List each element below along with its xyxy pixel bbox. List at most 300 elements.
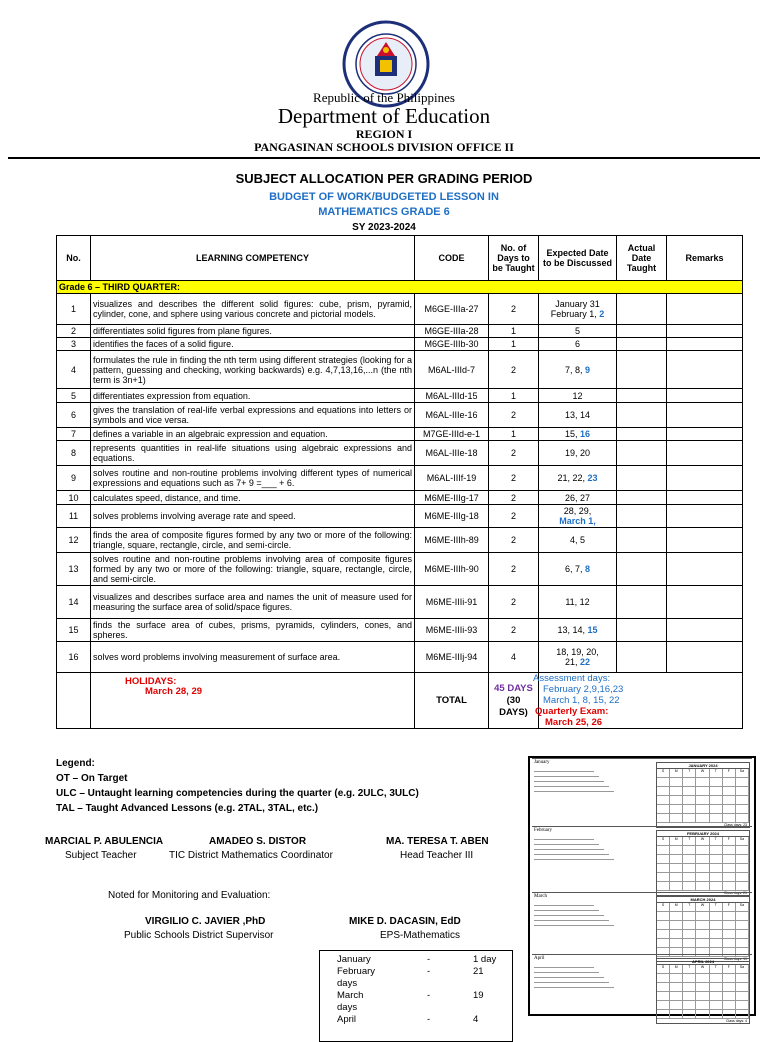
row-date: 5 [574, 326, 580, 336]
row-remarks [667, 389, 743, 403]
calendar-day-cell [683, 992, 696, 1001]
calendar-day-cell [670, 912, 683, 921]
class-days-value: 19 [473, 990, 484, 1001]
subtitle-1: BUDGET OF WORK/BUDGETED LESSON IN [269, 191, 499, 203]
calendar-weekday: F [723, 965, 736, 974]
row-expected-date [539, 586, 617, 619]
table-row [57, 528, 743, 553]
row-number: 15 [57, 619, 91, 642]
table-row [57, 351, 743, 389]
calendar-note-line [534, 786, 609, 787]
calendar-day-cell [723, 912, 736, 921]
calendar-day-cell [723, 992, 736, 1001]
row-actual-date [617, 441, 667, 466]
header-days: No. of Days to be Taught [489, 236, 539, 281]
calendar-weekday: T [683, 903, 696, 912]
calendar-day-cell [657, 796, 670, 805]
header-no: No. [57, 236, 91, 281]
calendar-note-line [534, 859, 614, 860]
quarterly-label: Quarterly Exam: [535, 706, 609, 717]
row-number: 10 [57, 491, 91, 505]
calendar-day-cell [670, 846, 683, 855]
table-row [57, 619, 743, 642]
class-days-month: January [337, 954, 371, 965]
row-days: 2 [489, 351, 539, 389]
calendar-day-cell [736, 873, 749, 882]
signatory-2-name: AMADEO S. DISTOR [209, 836, 307, 847]
calendar-day-cell [696, 796, 709, 805]
calendar-weekday: Sa [736, 965, 749, 974]
calendar-day-cell [710, 787, 723, 796]
calendar-note-line [534, 839, 594, 840]
calendar-day-cell [696, 778, 709, 787]
class-days-row [337, 1002, 507, 1014]
row-number: 6 [57, 403, 91, 428]
calendar-day-cell [696, 983, 709, 992]
calendar-weekday: F [723, 769, 736, 778]
calendar-day-cell [736, 974, 749, 983]
row-competency: finds the surface area of cubes, prisms, pyramids, cylinders, cones, and spheres. [91, 619, 415, 642]
row-actual-date [617, 553, 667, 586]
division-line: PANGASINAN SCHOOLS DIVISION OFFICE II [254, 140, 514, 154]
calendar-day-cell [657, 921, 670, 930]
calendar-weekday: Sa [736, 769, 749, 778]
calendar-day-cell [710, 992, 723, 1001]
row-expected-date [539, 553, 617, 586]
calendar-day-cell [657, 983, 670, 992]
calendar-day-cell [657, 1010, 670, 1019]
row-number: 2 [57, 325, 91, 338]
calendar-weekday: T [710, 903, 723, 912]
calendar-month-grid [656, 762, 750, 828]
calendar-day-cell [670, 873, 683, 882]
legend-ulc: ULC – Untaught learning competencies during the quarter (e.g. 2ULC, 3ULC) [56, 788, 419, 799]
calendar-note-line [534, 967, 594, 968]
row-number: 4 [57, 351, 91, 389]
calendar-day-cell [696, 1010, 709, 1019]
calendar-note-line [534, 987, 614, 988]
calendar-day-cell [683, 912, 696, 921]
calendar-day-cell [710, 939, 723, 948]
calendar-day-cell [670, 930, 683, 939]
subtitle-2: MATHEMATICS GRADE 6 [318, 206, 450, 218]
calendar-day-cell [710, 974, 723, 983]
row-number: 12 [57, 528, 91, 553]
row-date-highlight: 9 [585, 364, 591, 375]
row-code: M6GE-IIIb-30 [415, 338, 489, 351]
calendar-weekday: W [696, 837, 709, 846]
calendar-day-cell [736, 787, 749, 796]
calendar-day-cell [683, 814, 696, 823]
table-row [57, 325, 743, 338]
row-code: M6AL-IIId-15 [415, 389, 489, 403]
calendar-day-cell [696, 864, 709, 873]
class-days-box [319, 950, 513, 1042]
calendar-day-cell [683, 1010, 696, 1019]
header-expected-date: Expected Date to be Discussed [539, 236, 617, 281]
calendar-weekday: T [683, 769, 696, 778]
assessment-dates-2: March 1, 8, 15, 22 [543, 695, 620, 706]
calendar-cells [657, 965, 749, 1019]
row-date: 13, 14 [564, 410, 591, 420]
table-row [57, 389, 743, 403]
row-remarks [667, 351, 743, 389]
calendar-day-cell [710, 1010, 723, 1019]
row-expected-date [539, 294, 617, 325]
class-days-month: March [337, 990, 364, 1001]
calendar-day-cell [736, 921, 749, 930]
calendar-day-cell [710, 814, 723, 823]
quarterly-dates: March 25, 26 [545, 717, 603, 728]
calendar-day-cell [683, 778, 696, 787]
calendar-day-cell [696, 873, 709, 882]
calendar-day-cell [683, 921, 696, 930]
calendar-day-cell [736, 805, 749, 814]
calendar-notes [534, 835, 620, 864]
row-days: 2 [489, 294, 539, 325]
holidays-dates: March 28, 29 [145, 686, 203, 697]
calendar-day-cell [696, 939, 709, 948]
row-code: M7GE-IIId-e-1 [415, 428, 489, 441]
class-days-month: days [337, 1002, 358, 1013]
calendar-day-cell [657, 939, 670, 948]
signatory-4-name: VIRGILIO C. JAVIER ,PhD [145, 916, 266, 927]
calendar-close-days: Class days: 21 [724, 891, 747, 895]
row-date: 7, 8, [564, 364, 585, 375]
calendar-month-title: JANUARY 2024 [657, 763, 749, 769]
class-days-month: February [337, 966, 376, 977]
row-code: M6AL-IIIf-19 [415, 466, 489, 491]
calendar-day-cell [736, 1001, 749, 1010]
calendar-weekday: F [723, 903, 736, 912]
calendar-month-label: February [534, 828, 553, 833]
budget-table [56, 235, 743, 729]
row-number: 9 [57, 466, 91, 491]
row-date-highlight: 23 [587, 473, 598, 483]
calendar-day-cell [657, 974, 670, 983]
table-row [57, 553, 743, 586]
calendar-close-days: Class days: 4 [725, 1019, 747, 1023]
calendar-month-grid [656, 896, 750, 962]
row-actual-date [617, 428, 667, 441]
calendar-day-cell [657, 882, 670, 891]
calendar-weekday: M [670, 903, 683, 912]
calendar-day-cell [710, 912, 723, 921]
signatory-2-title: TIC District Mathematics Coordinator [169, 850, 333, 861]
republic-line: Republic of the Philippines [313, 90, 455, 105]
calendar-note-line [534, 776, 599, 777]
row-date-2: 21, [564, 657, 580, 667]
row-code: M6ME-IIIj-94 [415, 642, 489, 673]
school-calendar-panel [528, 756, 756, 1023]
calendar-weekday: M [670, 837, 683, 846]
row-days: 2 [489, 553, 539, 586]
row-code: M6AL-IIIe-16 [415, 403, 489, 428]
table-row [57, 505, 743, 528]
row-expected-date [539, 466, 617, 491]
calendar-day-cell [736, 930, 749, 939]
header-code: CODE [415, 236, 489, 281]
calendar-month-title: APRIL 2024 [657, 959, 749, 965]
row-actual-date [617, 403, 667, 428]
row-date: 28, 29, [563, 506, 592, 516]
assessment-label: Assessment days: [533, 673, 611, 684]
row-expected-date [539, 491, 617, 505]
calendar-note-line [534, 905, 594, 906]
row-expected-date [539, 325, 617, 338]
calendar-day-cell [696, 805, 709, 814]
row-date-highlight: 15 [587, 625, 598, 635]
quarter-row [57, 281, 743, 294]
calendar-day-cell [683, 1001, 696, 1010]
calendar-day-cell [657, 1001, 670, 1010]
row-date: 12 [572, 390, 583, 401]
table-row [57, 491, 743, 505]
calendar-weekday: T [683, 837, 696, 846]
row-date-highlight: 16 [580, 429, 591, 439]
calendar-weekday: M [670, 965, 683, 974]
calendar-day-cell [723, 930, 736, 939]
row-competency: differentiates solid figures from plane figures. [91, 325, 415, 338]
calendar-day-cell [696, 787, 709, 796]
calendar-day-cell [670, 796, 683, 805]
calendar-day-cell [736, 992, 749, 1001]
row-competency: solves routine and non-routine problems involving area of composite figures formed by any two or more of the following: triangle, square, rectangle, circle, and semi-circle. [91, 553, 415, 586]
row-date-2-highlight: 22 [580, 657, 591, 667]
calendar-day-cell [710, 805, 723, 814]
row-number: 7 [57, 428, 91, 441]
row-competency: represents quantities in real-life situations using algebraic expressions and equations. [91, 441, 415, 466]
calendar-note-line [534, 771, 594, 772]
calendar-weekday: Sa [736, 837, 749, 846]
row-actual-date [617, 338, 667, 351]
table-row [57, 441, 743, 466]
row-remarks [667, 325, 743, 338]
row-actual-date [617, 389, 667, 403]
class-days-value: 21 [473, 966, 484, 977]
calendar-day-cell [710, 983, 723, 992]
row-actual-date [617, 325, 667, 338]
calendar-weekday: S [657, 903, 670, 912]
header-remarks: Remarks [667, 236, 743, 281]
row-competency: differentiates expression from equation. [91, 389, 415, 403]
row-code: M6ME-IIIg-18 [415, 505, 489, 528]
row-date: 6 [574, 339, 580, 349]
calendar-day-cell [696, 912, 709, 921]
calendar-day-cell [736, 855, 749, 864]
calendar-day-cell [696, 921, 709, 930]
signatory-5-title: EPS-Mathematics [380, 930, 461, 941]
calendar-day-cell [657, 846, 670, 855]
calendar-day-cell [657, 930, 670, 939]
calendar-day-cell [710, 855, 723, 864]
calendar-day-cell [670, 983, 683, 992]
calendar-day-cell [683, 882, 696, 891]
calendar-day-cell [670, 1010, 683, 1019]
row-remarks [667, 403, 743, 428]
row-number: 11 [57, 505, 91, 528]
table-row [57, 642, 743, 673]
table-row [57, 403, 743, 428]
calendar-day-cell [683, 805, 696, 814]
calendar-day-cell [670, 864, 683, 873]
row-date: 19, 20 [564, 448, 591, 458]
calendar-day-cell [696, 846, 709, 855]
calendar-close-days: Class days: 19 [724, 957, 747, 961]
row-remarks [667, 642, 743, 673]
calendar-day-cell [736, 778, 749, 787]
class-days-dash: - [427, 1014, 431, 1025]
calendar-day-cell [683, 855, 696, 864]
row-actual-date [617, 586, 667, 619]
row-remarks [667, 528, 743, 553]
calendar-day-cell [710, 873, 723, 882]
calendar-notes [534, 901, 620, 930]
calendar-day-cell [657, 912, 670, 921]
calendar-day-cell [696, 814, 709, 823]
calendar-note-line [534, 982, 609, 983]
calendar-day-cell [723, 873, 736, 882]
class-days-row [337, 990, 507, 1002]
calendar-weekday: S [657, 837, 670, 846]
calendar-weekday: S [657, 769, 670, 778]
row-remarks [667, 338, 743, 351]
calendar-day-cell [657, 805, 670, 814]
calendar-day-cell [723, 796, 736, 805]
noted-line: Noted for Monitoring and Evaluation: [108, 890, 271, 901]
calendar-note-line [534, 854, 609, 855]
calendar-day-cell [670, 921, 683, 930]
row-code: M6ME-IIIi-91 [415, 586, 489, 619]
row-code: M6ME-IIIg-17 [415, 491, 489, 505]
row-days: 2 [489, 619, 539, 642]
row-code: M6GE-IIIa-27 [415, 294, 489, 325]
calendar-day-cell [723, 882, 736, 891]
row-date: 26, 27 [564, 492, 591, 503]
calendar-day-cell [736, 983, 749, 992]
calendar-weekday: S [657, 965, 670, 974]
calendar-day-cell [723, 805, 736, 814]
class-days-dash: - [427, 966, 431, 977]
calendar-day-cell [657, 864, 670, 873]
row-days: 4 [489, 642, 539, 673]
calendar-day-cell [683, 930, 696, 939]
calendar-month [532, 826, 752, 893]
calendar-day-cell [670, 855, 683, 864]
row-remarks [667, 505, 743, 528]
row-actual-date [617, 466, 667, 491]
row-number: 1 [57, 294, 91, 325]
row-days: 1 [489, 428, 539, 441]
calendar-month [532, 758, 752, 827]
calendar-day-cell [723, 1010, 736, 1019]
calendar-day-cell [670, 814, 683, 823]
region-line: REGION I [355, 127, 413, 141]
signatory-1-name: MARCIAL P. ABULENCIA [45, 836, 164, 847]
calendar-day-cell [710, 778, 723, 787]
calendar-note-line [534, 849, 604, 850]
calendar-note-line [534, 781, 604, 782]
class-days-value: 4 [473, 1014, 479, 1025]
calendar-day-cell [683, 864, 696, 873]
row-date: 6, 7, [564, 564, 585, 574]
row-date: January 31 [555, 299, 600, 309]
row-expected-date [539, 338, 617, 351]
calendar-month-label: April [534, 956, 545, 961]
table-row [57, 466, 743, 491]
calendar-day-cell [710, 864, 723, 873]
calendar-notes [534, 963, 620, 992]
header-actual-date: Actual Date Taught [617, 236, 667, 281]
calendar-notes [534, 767, 620, 796]
row-number: 3 [57, 338, 91, 351]
calendar-day-cell [683, 846, 696, 855]
calendar-month-label: March [534, 894, 548, 899]
calendar-day-cell [696, 930, 709, 939]
row-expected-date [539, 428, 617, 441]
row-remarks [667, 491, 743, 505]
calendar-day-cell [696, 1001, 709, 1010]
row-expected-date [539, 441, 617, 466]
calendar-day-cell [683, 796, 696, 805]
calendar-day-cell [723, 921, 736, 930]
row-date: 21, 22, [557, 473, 588, 483]
table-row [57, 428, 743, 441]
calendar-weekday: T [710, 769, 723, 778]
calendar-day-cell [670, 882, 683, 891]
calendar-day-cell [657, 778, 670, 787]
row-number: 13 [57, 553, 91, 586]
calendar-weekday: T [710, 837, 723, 846]
calendar-day-cell [736, 939, 749, 948]
calendar-day-cell [710, 846, 723, 855]
header-divider [8, 157, 760, 159]
table-header-row [57, 236, 743, 281]
calendar-day-cell [670, 778, 683, 787]
calendar-day-cell [710, 882, 723, 891]
row-days: 2 [489, 466, 539, 491]
row-remarks [667, 619, 743, 642]
row-actual-date [617, 528, 667, 553]
calendar-note-line [534, 972, 599, 973]
assessment-dates-1: February 2,9,16,23 [543, 684, 624, 695]
row-expected-date [539, 403, 617, 428]
signatory-3-title: Head Teacher III [400, 850, 474, 861]
row-date: 11, 12 [565, 597, 590, 607]
school-year: SY 2023-2024 [352, 222, 416, 233]
row-competency: finds the area of composite figures formed by any two or more of the following: triangle, square, rectangle, circle, and semi-circle. [91, 528, 415, 553]
calendar-day-cell [723, 974, 736, 983]
calendar-day-cell [723, 846, 736, 855]
calendar-day-cell [723, 983, 736, 992]
row-number: 16 [57, 642, 91, 673]
calendar-day-cell [696, 992, 709, 1001]
row-date: 13, 14, [557, 625, 588, 635]
total-label: TOTAL [415, 673, 489, 729]
row-days: 2 [489, 505, 539, 528]
row-days: 2 [489, 491, 539, 505]
row-remarks [667, 428, 743, 441]
calendar-day-cell [736, 882, 749, 891]
calendar-day-cell [723, 939, 736, 948]
calendar-day-cell [723, 787, 736, 796]
row-actual-date [617, 642, 667, 673]
row-remarks [667, 441, 743, 466]
class-days-row [337, 1014, 507, 1026]
class-days-row [337, 954, 507, 966]
calendar-day-cell [723, 855, 736, 864]
row-code: M6ME-IIIh-90 [415, 553, 489, 586]
